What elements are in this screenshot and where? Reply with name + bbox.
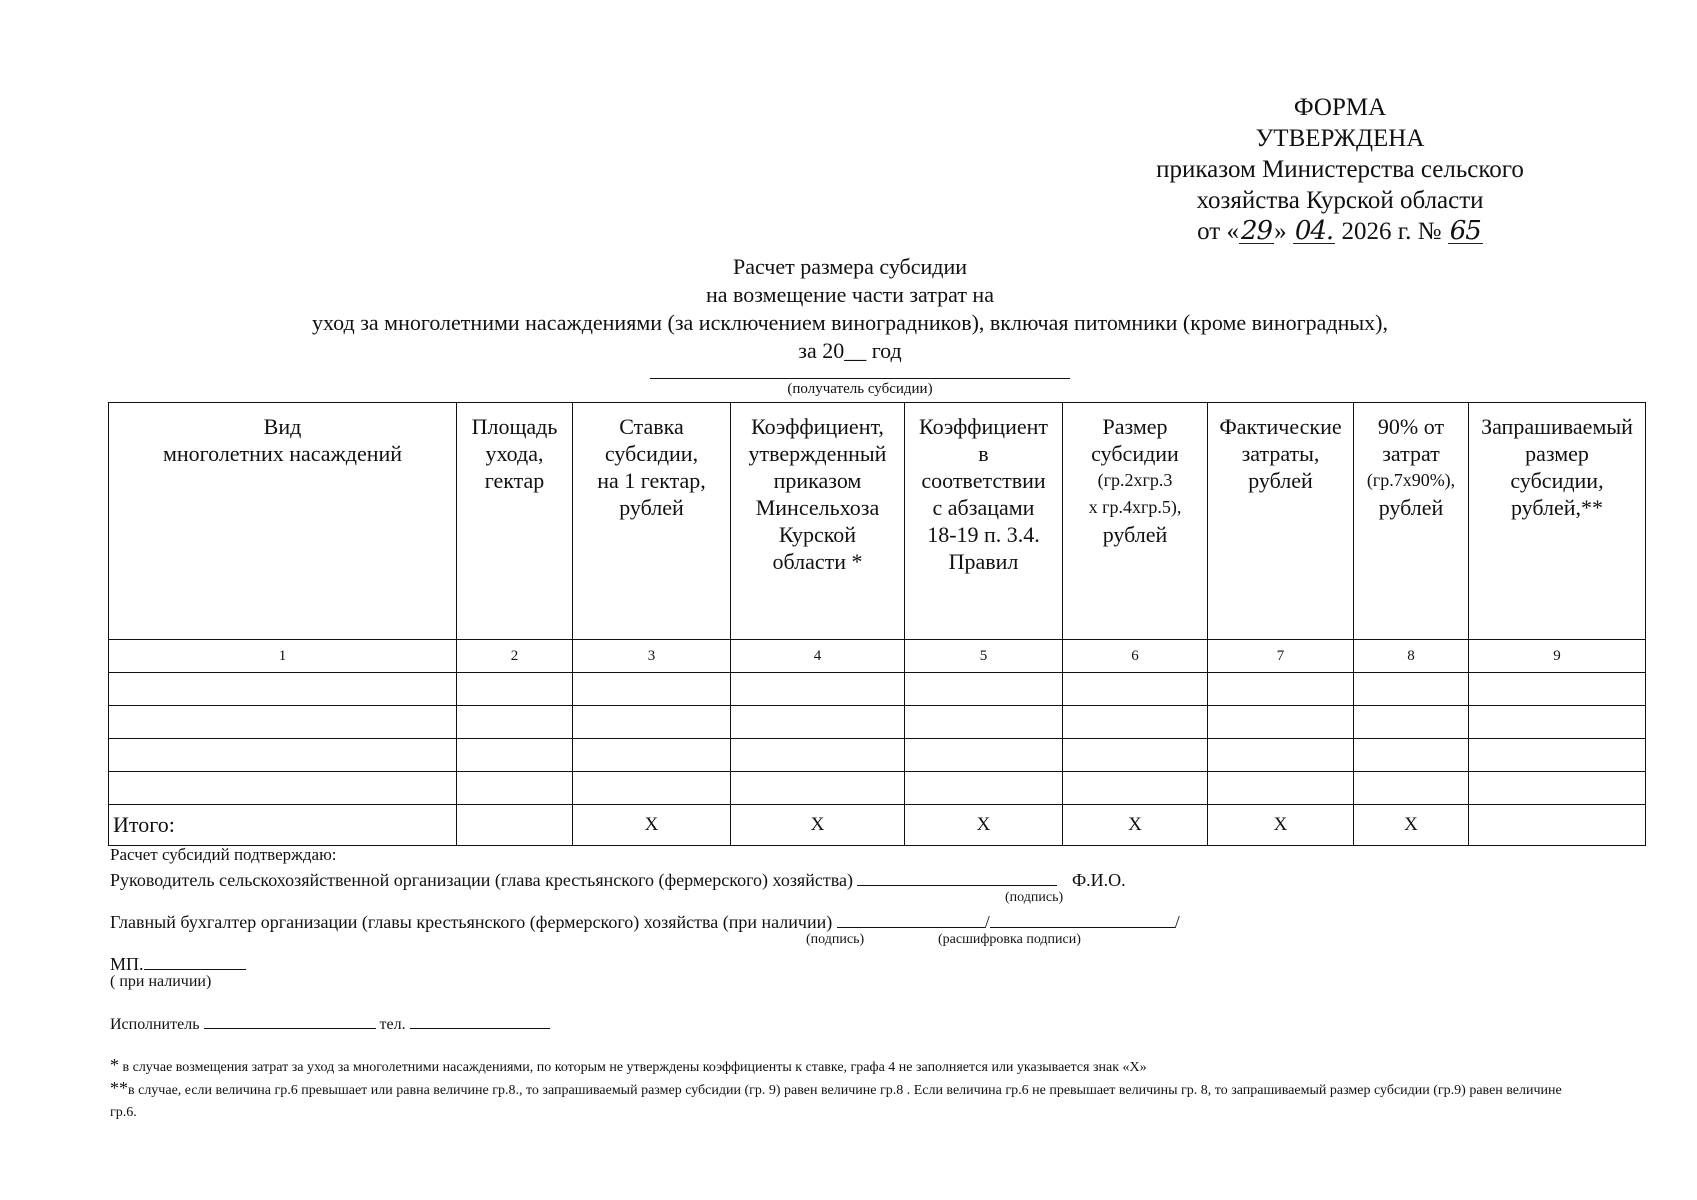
header-coefficient-rules: Коэффициент в соответствии с абзацами 18-19 п. 3.4. Правил (905, 403, 1063, 640)
tel-field[interactable] (410, 1010, 550, 1029)
head-sign-caption: (подпись) (1005, 890, 1064, 905)
col-number: 5 (905, 640, 1063, 673)
approval-block (1080, 92, 1600, 247)
column-number-row (109, 640, 1646, 673)
confirm-text: Расчет субсидий подтверждаю: (110, 845, 337, 864)
title-line-3: уход за многолетними насаждениями (за исключением виноградников), включая питомники (кроме виноградных), (312, 310, 1388, 335)
table-header-row (109, 403, 1646, 640)
head-signature-line (110, 867, 1126, 891)
table-cell[interactable] (731, 739, 905, 772)
table-cell[interactable] (457, 706, 573, 739)
footnote-2: **в случае, если величина гр.6 превышает или равна величине гр.8., то запрашиваемый размер субсидии (гр. 9) равен величине гр.8 . Если величина гр.6 не превышает величины гр. 8, то запрашиваемый размер субсидии (гр.9) равен величине гр.6. (110, 1078, 1562, 1120)
approval-approved-label: УТВЕРЖДЕНА (1255, 125, 1425, 152)
total-label: Итого: (109, 805, 457, 846)
total-cell[interactable] (457, 805, 573, 846)
table-cell[interactable] (1208, 706, 1354, 739)
table-cell[interactable] (1469, 739, 1646, 772)
table-row[interactable] (109, 739, 1646, 772)
date-year: 2026 г. № (1335, 218, 1442, 245)
table-row[interactable] (109, 673, 1646, 706)
header-actual-costs: Фактические затраты, рублей (1208, 403, 1354, 640)
handwritten-month: 04. (1294, 216, 1334, 246)
approval-ministry-line: хозяйства Курской области (1196, 187, 1484, 214)
table-cell[interactable] (1469, 772, 1646, 805)
table-cell[interactable] (573, 772, 731, 805)
head-fio: Ф.И.О. (1071, 870, 1126, 890)
total-cell: Х (1208, 805, 1354, 846)
recipient-caption: (получатель субсидии) (787, 381, 933, 397)
table-cell[interactable] (1063, 739, 1208, 772)
col-number: 2 (457, 640, 573, 673)
table-cell[interactable] (457, 739, 573, 772)
approval-form-label: ФОРМА (1293, 94, 1387, 121)
table-cell[interactable] (1208, 739, 1354, 772)
table-cell[interactable] (1354, 673, 1469, 706)
table-cell[interactable] (731, 673, 905, 706)
total-row (109, 805, 1646, 846)
table-row[interactable] (109, 706, 1646, 739)
col-number: 8 (1354, 640, 1469, 673)
table-cell[interactable] (1208, 772, 1354, 805)
total-cell[interactable] (1469, 805, 1646, 846)
tel-label: тел. (379, 1016, 406, 1033)
executor-label: Исполнитель (110, 1016, 200, 1033)
head-label: Руководитель сельскохозяйственной организации (глава крестьянского (фермерского) хозяйства) (110, 870, 853, 890)
recipient-field[interactable] (650, 378, 1070, 379)
accountant-signature-field[interactable] (837, 909, 985, 928)
table-cell[interactable] (905, 739, 1063, 772)
acc-decode-caption: (расшифровка подписи) (938, 932, 1081, 947)
approval-order-line: приказом Министерства сельского (1156, 156, 1524, 183)
table-cell[interactable] (905, 772, 1063, 805)
handwritten-day: 29 (1241, 216, 1273, 246)
table-cell[interactable] (905, 706, 1063, 739)
table-cell[interactable] (457, 673, 573, 706)
approval-date-line (1080, 216, 1600, 247)
col-number: 6 (1063, 640, 1208, 673)
table-cell[interactable] (1063, 706, 1208, 739)
total-cell: Х (731, 805, 905, 846)
header-plant-type: Вид многолетних насаждений (109, 403, 457, 640)
accountant-signature-line: Главный бухгалтер организации (главы крестьянского (фермерского) хозяйства (при наличии) / / (110, 909, 1180, 933)
executor-line (110, 1010, 550, 1034)
table-cell[interactable] (1354, 772, 1469, 805)
date-mid: » (1274, 218, 1293, 245)
subsidy-table (108, 402, 1646, 846)
table-cell[interactable] (109, 739, 457, 772)
table-cell[interactable] (1469, 706, 1646, 739)
total-cell: Х (573, 805, 731, 846)
accountant-label: Главный бухгалтер организации (главы крестьянского (фермерского) хозяйства (при наличии) (110, 912, 833, 932)
header-coefficient-order: Коэффициент, утвержденный приказом Минсельхоза Курской области * (731, 403, 905, 640)
table-cell[interactable] (905, 673, 1063, 706)
stamp-label: МП. (110, 954, 144, 974)
table-cell[interactable] (573, 739, 731, 772)
table-cell[interactable] (1354, 739, 1469, 772)
date-prefix: от « (1197, 218, 1239, 245)
table-cell[interactable] (109, 706, 457, 739)
table-cell[interactable] (109, 673, 457, 706)
stamp-field[interactable] (144, 951, 246, 970)
document-title (100, 253, 1600, 365)
table-cell[interactable] (1469, 673, 1646, 706)
header-90-percent: 90% от затрат (гр.7х90%), рублей (1354, 403, 1469, 640)
title-line-1: Расчет размера субсидии (732, 254, 968, 279)
executor-field[interactable] (204, 1010, 376, 1029)
col-number: 3 (573, 640, 731, 673)
table-cell[interactable] (1354, 706, 1469, 739)
table-cell[interactable] (457, 772, 573, 805)
header-requested-subsidy: Запрашиваемый размер субсидии, рублей,** (1469, 403, 1646, 640)
header-rate: Ставка субсидии, на 1 гектар, рублей (573, 403, 731, 640)
table-cell[interactable] (573, 673, 731, 706)
handwritten-number: 65 (1449, 216, 1481, 246)
table-cell[interactable] (109, 772, 457, 805)
table-cell[interactable] (1208, 673, 1354, 706)
accountant-decode-field[interactable] (990, 909, 1175, 928)
stamp-line (110, 951, 246, 975)
title-line-4: за 20__ год (798, 338, 902, 363)
total-cell: Х (1063, 805, 1208, 846)
total-cell: Х (1354, 805, 1469, 846)
table-cell[interactable] (1063, 772, 1208, 805)
col-number: 9 (1469, 640, 1646, 673)
footnote-1: * в случае возмещения затрат за уход за многолетними насаждениями, по которым не утверждены коэффициенты к ставке, графа 4 не заполняется или указывается знак «Х» (110, 1055, 1147, 1075)
acc-sign-caption: (подпись) (806, 932, 865, 947)
col-number: 4 (731, 640, 905, 673)
col-number: 7 (1208, 640, 1354, 673)
head-signature-field[interactable] (857, 867, 1057, 886)
table-row[interactable] (109, 772, 1646, 805)
stamp-note: ( при наличии) (110, 973, 212, 990)
table-cell[interactable] (731, 772, 905, 805)
table-cell[interactable] (573, 706, 731, 739)
title-line-2: на возмещение части затрат на (706, 282, 994, 307)
header-subsidy-size: Размер субсидии (гр.2хгр.3 х гр.4хгр.5), рублей (1063, 403, 1208, 640)
table-cell[interactable] (1063, 673, 1208, 706)
table-cell[interactable] (731, 706, 905, 739)
col-number: 1 (109, 640, 457, 673)
header-area: Площадь ухода, гектар (457, 403, 573, 640)
total-cell: Х (905, 805, 1063, 846)
